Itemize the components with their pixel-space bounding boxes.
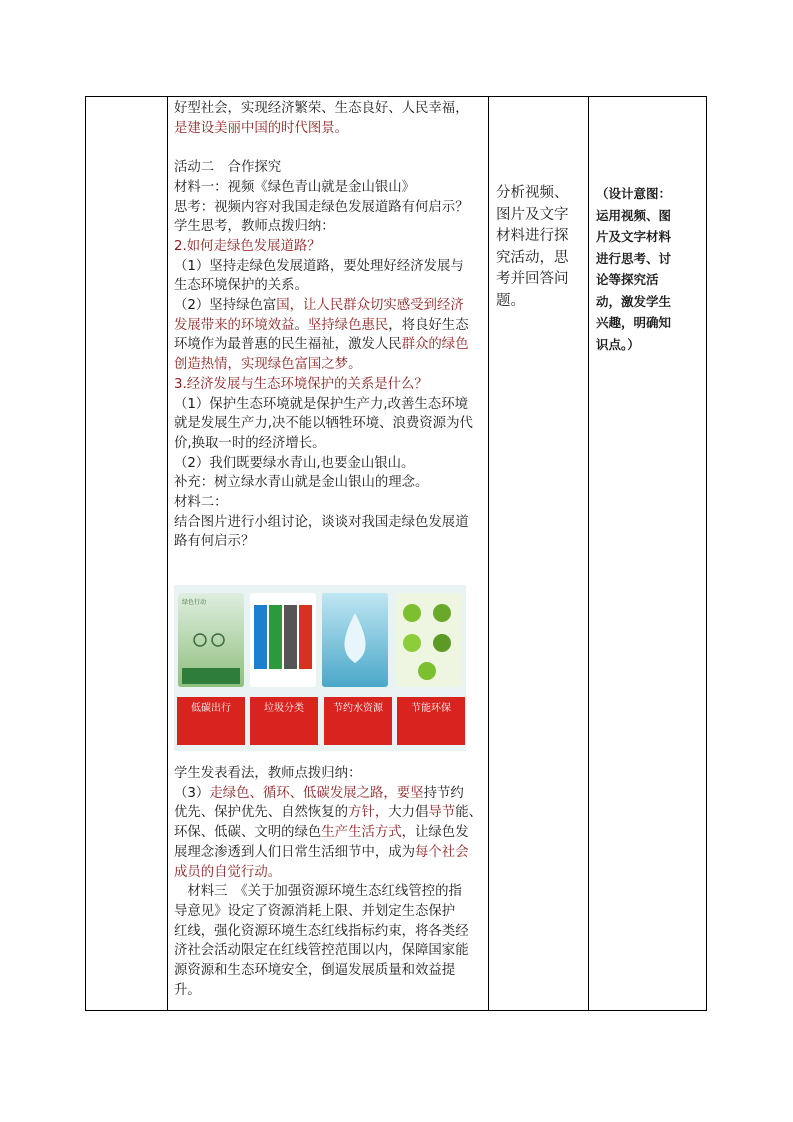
content-line: 好型社会，实现经济繁荣、生态良好、人民幸福， <box>174 101 469 116</box>
student-activity-line: 考并回答问 <box>496 271 569 287</box>
content-line: 学生思考，教师点拨归纳： <box>174 219 335 235</box>
design-intent-line: 兴趣，明确知 <box>596 315 672 330</box>
image-banner-label: 节约水资源 <box>324 697 392 745</box>
content-line: 导意见》设定了资源消耗上限、并划定生态保护 <box>174 903 456 919</box>
design-intent-line: 论等探究活 <box>596 272 659 287</box>
teaching-content-continued <box>174 764 485 1000</box>
content-line: 补充：树立绿水青山就是金山银山的理念。 <box>174 475 429 491</box>
image-tile-bins <box>250 593 316 687</box>
table-divider <box>488 96 489 1011</box>
design-intent-line: 进行思考、讨 <box>596 250 672 266</box>
content-line: 3.经济发展与生态环境保护的关系是什么？ <box>174 376 428 392</box>
content-line: 环保、低碳、文明的绿色生产生活方式，让绿色发 <box>174 825 469 841</box>
content-line: 学生发表看法，教师点拨归纳： <box>174 766 362 781</box>
green-development-images <box>174 585 466 751</box>
content-line: 是建设美丽中国的时代图景。 <box>174 120 349 136</box>
content-line: 升。 <box>174 982 201 998</box>
image-tile-water <box>322 593 388 687</box>
content-lines <box>174 764 485 1000</box>
content-line: 展理念渗透到人们日常生活细节中，成为每个社会 <box>174 844 469 860</box>
design-intent-line: 动，激发学生 <box>596 293 672 309</box>
student-activity-line: 究活动，思 <box>496 249 569 266</box>
image-banner-label: 垃圾分类 <box>250 697 318 745</box>
student-activity-line: 题。 <box>496 292 525 309</box>
design-intent-line: 识点。） <box>596 336 640 352</box>
content-line: 济社会活动限定在红线管控范围以内，保障国家能 <box>174 943 469 959</box>
content-line: （2）坚持绿色富国，让人民群众切实感受到经济 <box>174 298 464 314</box>
bicycle-icon <box>178 610 244 687</box>
content-line: 路有何启示？ <box>174 534 255 550</box>
content-line: 环境作为最普惠的民生福祉，激发人民群众的绿色 <box>174 337 469 353</box>
content-line: （1）保护生态环境就是保护生产力,改善生态环境 <box>174 396 468 412</box>
table-divider <box>167 96 168 1011</box>
student-activity-line: 图片及文字 <box>496 206 569 223</box>
teaching-content-column <box>174 99 485 552</box>
content-line: 2.如何走绿色发展道路？ <box>174 238 321 254</box>
content-line: 活动二 合作探究 <box>174 160 282 176</box>
content-line: 就是发展生产力,决不能以牺牲环境、浪费资源为代 <box>174 416 473 432</box>
content-line: 成员的自觉行动。 <box>174 864 282 880</box>
image-banner-label: 低碳出行 <box>177 697 245 745</box>
content-line: （1）坚持走绿色发展道路，要处理好经济发展与 <box>174 258 464 274</box>
design-intent-column <box>596 183 700 355</box>
content-line: 创造热情，实现绿色富国之梦。 <box>174 357 362 373</box>
content-line: 发展带来的环境效益。坚持绿色惠民，将良好生态 <box>174 317 469 333</box>
content-line: 结合图片进行小组讨论，谈谈对我国走绿色发展道 <box>174 514 469 530</box>
image-tile-energy <box>396 593 462 687</box>
image-banner-label: 节能环保 <box>397 697 465 745</box>
content-line: 生态环境保护的关系。 <box>174 278 308 294</box>
design-intent-line: 片及文字材料 <box>596 229 672 244</box>
content-line: 源资源和生态环境安全，倒逼发展质量和效益提 <box>174 963 456 979</box>
content-line: 优先、保护优先、自然恢复的方针，大力倡导节能、 <box>174 805 482 821</box>
design-intent-line: （设计意图： <box>596 186 672 201</box>
content-lines <box>174 99 485 552</box>
table-divider <box>588 96 589 1011</box>
tile-caption: 绿色行动 <box>182 599 207 606</box>
design-intent-line: 运用视频、图 <box>596 207 672 223</box>
content-line: 材料一：视频《绿色青山就是金山银山》 <box>174 179 416 195</box>
recycle-bins-icon <box>250 593 316 687</box>
student-activity-line: 分析视频、 <box>496 185 569 201</box>
content-line: 红线，强化资源环境生态红线指标约束，将各类经 <box>174 923 469 939</box>
leaf-icons <box>396 593 462 687</box>
image-tile-low-carbon <box>178 593 244 687</box>
content-line <box>174 138 485 158</box>
student-activity-line: 材料进行探 <box>496 228 569 244</box>
student-activity-column <box>496 183 584 312</box>
content-line: 材料三 《关于加强资源环境生态红线管控的指 <box>174 884 462 900</box>
content-line: （3）走绿色、循环、低碳发展之路，要坚持节约 <box>174 785 464 801</box>
water-drop-icon <box>322 593 388 687</box>
content-line: 价,换取一时的经济增长。 <box>174 435 326 451</box>
content-line: 思考：视频内容对我国走绿色发展道路有何启示？ <box>174 199 469 215</box>
content-line: 材料二： <box>174 495 228 511</box>
content-line: （2）我们既要绿水青山,也要金山银山。 <box>174 455 415 471</box>
